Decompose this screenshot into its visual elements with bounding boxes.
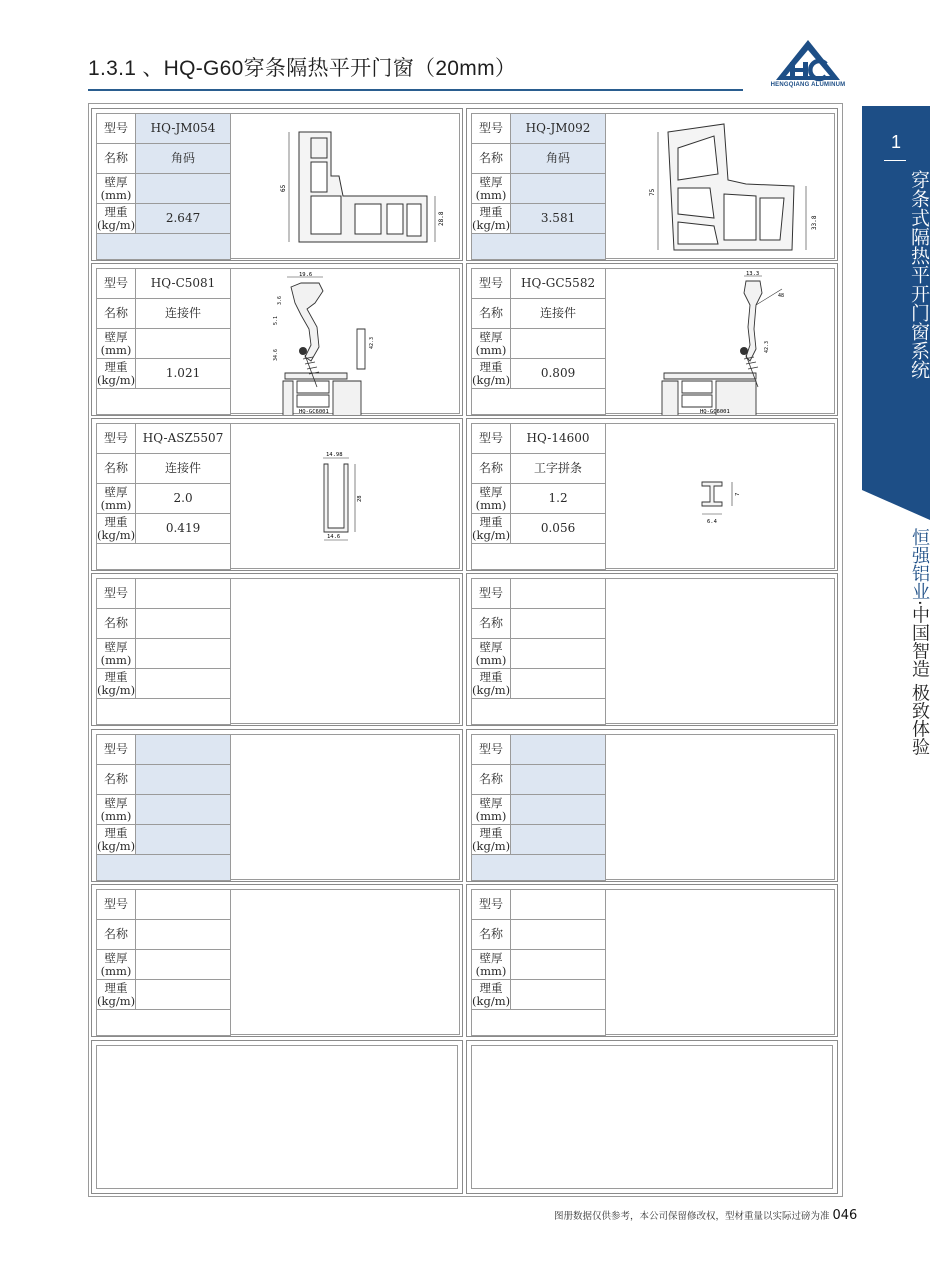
- svg-text:28: 28: [357, 495, 363, 502]
- value-weight: 0.809: [511, 359, 606, 389]
- svg-text:42.3: 42.3: [369, 336, 375, 349]
- profile-drawing: [606, 578, 835, 724]
- label-weight: 理重 (kg/m): [472, 514, 511, 542]
- value-name: 连接件: [136, 299, 231, 329]
- value-model: [511, 579, 606, 609]
- section-number: 1: [890, 132, 901, 152]
- spec-table: [96, 734, 231, 881]
- label-model: 型号: [472, 735, 511, 765]
- empty-panel-inner: [96, 1045, 458, 1189]
- label-model: 型号: [97, 114, 136, 144]
- value-weight: [136, 825, 231, 855]
- label-model: 型号: [472, 424, 511, 454]
- empty-panel-left: [91, 1040, 463, 1194]
- svg-text:3.6: 3.6: [277, 295, 283, 305]
- label-name: 名称: [97, 609, 136, 639]
- spec-footer-cell: [472, 1010, 606, 1036]
- value-model: HQ-ASZ5507: [136, 424, 231, 454]
- profile-drawing: [231, 423, 460, 569]
- profile-drawing: [231, 113, 460, 259]
- profile-card: [91, 729, 463, 882]
- label-name: 名称: [472, 299, 511, 329]
- value-name: 角码: [136, 144, 231, 174]
- value-weight: [136, 980, 231, 1010]
- label-wall: 壁厚 (mm): [472, 950, 511, 980]
- svg-text:48: 48: [778, 293, 785, 299]
- label-wall: 壁厚 (mm): [472, 795, 511, 825]
- label-weight: 理重 (kg/m): [472, 204, 511, 232]
- svg-text:HQ-GC6001: HQ-GC6001: [700, 409, 730, 415]
- value-model: HQ-JM054: [136, 114, 231, 144]
- label-wall: 壁厚 (mm): [472, 174, 511, 204]
- value-wall: [136, 174, 231, 204]
- svg-text:42.3: 42.3: [764, 340, 770, 353]
- value-name: [136, 765, 231, 795]
- value-name: [511, 920, 606, 950]
- label-wall: 壁厚 (mm): [97, 174, 136, 204]
- label-weight: 理重 (kg/m): [472, 825, 511, 853]
- profile-card: [466, 573, 838, 726]
- label-name: 名称: [472, 609, 511, 639]
- section-profile-icon: [231, 269, 460, 415]
- profile-card: [466, 108, 838, 261]
- value-wall: [511, 795, 606, 825]
- brand-slogan: [862, 528, 930, 755]
- spec-footer-cell: [472, 544, 606, 570]
- spec-table: [96, 889, 231, 1036]
- label-wall: 壁厚 (mm): [472, 484, 511, 514]
- label-model: 型号: [472, 579, 511, 609]
- profile-drawing: [231, 268, 460, 414]
- svg-text:6.4: 6.4: [707, 519, 717, 525]
- label-wall: 壁厚 (mm): [472, 329, 511, 359]
- label-model: 型号: [97, 735, 136, 765]
- spec-footer-cell: [97, 234, 231, 260]
- value-model: HQ-JM092: [511, 114, 606, 144]
- spec-footer-cell: [97, 855, 231, 881]
- label-wall: 壁厚 (mm): [97, 639, 136, 669]
- value-weight: 2.647: [136, 204, 231, 234]
- profile-drawing: [606, 734, 835, 880]
- label-model: 型号: [472, 269, 511, 299]
- label-name: 名称: [97, 144, 136, 174]
- spec-table: [471, 889, 606, 1036]
- spec-footer-cell: [97, 544, 231, 570]
- profile-drawing: [231, 734, 460, 880]
- value-name: 角码: [511, 144, 606, 174]
- logo-text: HENGQIANG ALUMINUM: [770, 82, 846, 88]
- spec-table: [96, 268, 231, 415]
- spec-table: [471, 113, 606, 260]
- label-name: 名称: [97, 765, 136, 795]
- section-profile-icon: [606, 114, 835, 260]
- value-model: HQ-GC5582: [511, 269, 606, 299]
- brand-dot: ·: [909, 600, 930, 606]
- label-weight: 理重 (kg/m): [472, 669, 511, 697]
- svg-text:13.3: 13.3: [746, 271, 760, 277]
- svg-text:14.6: 14.6: [327, 534, 341, 540]
- value-wall: [511, 329, 606, 359]
- title-rule: [88, 89, 743, 91]
- label-name: 名称: [472, 454, 511, 484]
- value-name: 连接件: [136, 454, 231, 484]
- label-weight: 理重 (kg/m): [97, 204, 136, 232]
- label-weight: 理重 (kg/m): [97, 980, 136, 1008]
- label-model: 型号: [472, 890, 511, 920]
- label-wall: 壁厚 (mm): [97, 950, 136, 980]
- section-title: 穿条式隔热平开门窗系统: [908, 170, 930, 379]
- profile-card: [466, 729, 838, 882]
- svg-text:HQ-GC6001: HQ-GC6001: [299, 409, 329, 415]
- footer-note: 图册数据仅供参考，本公司保留修改权，型材重量以实际过磅为准: [554, 1211, 830, 1222]
- label-model: 型号: [97, 579, 136, 609]
- label-name: 名称: [97, 299, 136, 329]
- profile-card: [91, 884, 463, 1037]
- empty-panel-inner: [471, 1045, 833, 1189]
- svg-text:19.6: 19.6: [299, 272, 313, 278]
- spec-footer-cell: [97, 699, 231, 725]
- value-wall: 2.0: [136, 484, 231, 514]
- profile-drawing: [606, 113, 835, 259]
- value-name: [136, 609, 231, 639]
- value-weight: 0.419: [136, 514, 231, 544]
- value-weight: [511, 980, 606, 1010]
- value-weight: [136, 669, 231, 699]
- profile-card: [91, 108, 463, 261]
- value-wall: 1.2: [511, 484, 606, 514]
- spec-footer-cell: [472, 234, 606, 260]
- label-weight: 理重 (kg/m): [97, 669, 136, 697]
- profile-drawing: [231, 578, 460, 724]
- value-weight: 3.581: [511, 204, 606, 234]
- value-wall: [511, 174, 606, 204]
- label-weight: 理重 (kg/m): [97, 514, 136, 542]
- label-name: 名称: [472, 920, 511, 950]
- value-model: HQ-14600: [511, 424, 606, 454]
- logo-mark-icon: [770, 38, 846, 84]
- svg-text:75: 75: [649, 188, 656, 196]
- value-weight: 0.056: [511, 514, 606, 544]
- label-model: 型号: [97, 424, 136, 454]
- label-name: 名称: [97, 454, 136, 484]
- spec-footer-cell: [97, 389, 231, 415]
- empty-panel-right: [466, 1040, 838, 1194]
- value-model: HQ-C5081: [136, 269, 231, 299]
- section-profile-icon: [606, 269, 835, 415]
- value-weight: [511, 825, 606, 855]
- value-wall: [136, 639, 231, 669]
- label-model: 型号: [97, 890, 136, 920]
- profile-drawing: [231, 889, 460, 1035]
- value-model: [136, 735, 231, 765]
- label-name: 名称: [97, 920, 136, 950]
- profile-card: [466, 884, 838, 1037]
- label-model: 型号: [472, 114, 511, 144]
- spec-table: [471, 578, 606, 725]
- company-logo: [770, 38, 846, 92]
- value-wall: [511, 639, 606, 669]
- value-wall: [136, 329, 231, 359]
- profile-card: [466, 418, 838, 571]
- value-name: [511, 765, 606, 795]
- spec-table: [96, 578, 231, 725]
- section-profile-icon: [606, 424, 835, 570]
- value-weight: [511, 669, 606, 699]
- spec-table: [471, 268, 606, 415]
- value-name: 连接件: [511, 299, 606, 329]
- profile-card: [91, 573, 463, 726]
- svg-text:34.6: 34.6: [273, 348, 279, 361]
- value-model: [511, 890, 606, 920]
- label-name: 名称: [472, 144, 511, 174]
- label-weight: 理重 (kg/m): [472, 980, 511, 1008]
- spec-footer-cell: [472, 389, 606, 415]
- svg-text:65: 65: [280, 184, 287, 192]
- profile-card: [91, 418, 463, 571]
- value-wall: [511, 950, 606, 980]
- svg-text:5.1: 5.1: [273, 315, 279, 325]
- profile-drawing: [606, 889, 835, 1035]
- page-number: 046: [832, 1208, 858, 1223]
- label-model: 型号: [97, 269, 136, 299]
- profile-drawing: [606, 268, 835, 414]
- value-model: [136, 579, 231, 609]
- spec-footer-cell: [97, 1010, 231, 1036]
- label-wall: 壁厚 (mm): [97, 795, 136, 825]
- value-wall: [136, 950, 231, 980]
- page-title: 1.3.1 、HQ-G60穿条隔热平开门窗（20mm）: [88, 57, 517, 80]
- label-weight: 理重 (kg/m): [97, 825, 136, 853]
- slogan: 中国智造 极致体验: [909, 605, 930, 756]
- footer: [554, 1208, 857, 1223]
- spec-table: [96, 423, 231, 570]
- value-name: [136, 920, 231, 950]
- value-weight: 1.021: [136, 359, 231, 389]
- value-name: [511, 609, 606, 639]
- label-weight: 理重 (kg/m): [472, 359, 511, 387]
- spec-table: [471, 734, 606, 881]
- spec-footer-cell: [472, 699, 606, 725]
- svg-text:14.98: 14.98: [326, 452, 343, 458]
- brand-name: 恒强铝业: [909, 528, 930, 600]
- value-model: [511, 735, 606, 765]
- label-name: 名称: [472, 765, 511, 795]
- label-wall: 壁厚 (mm): [97, 484, 136, 514]
- label-wall: 壁厚 (mm): [97, 329, 136, 359]
- spec-footer-cell: [472, 855, 606, 881]
- value-name: 工字拼条: [511, 454, 606, 484]
- svg-text:28.8: 28.8: [438, 211, 445, 226]
- label-weight: 理重 (kg/m): [97, 359, 136, 387]
- profile-card: [91, 263, 463, 416]
- value-wall: [136, 795, 231, 825]
- spec-table: [471, 423, 606, 570]
- profile-card: [466, 263, 838, 416]
- svg-text:7: 7: [735, 492, 741, 496]
- section-profile-icon: [231, 424, 460, 570]
- label-wall: 壁厚 (mm): [472, 639, 511, 669]
- profile-drawing: [606, 423, 835, 569]
- svg-text:33.8: 33.8: [811, 215, 818, 230]
- spec-table: [96, 113, 231, 260]
- value-model: [136, 890, 231, 920]
- section-profile-icon: [231, 114, 460, 260]
- section-number-rule: [884, 160, 906, 161]
